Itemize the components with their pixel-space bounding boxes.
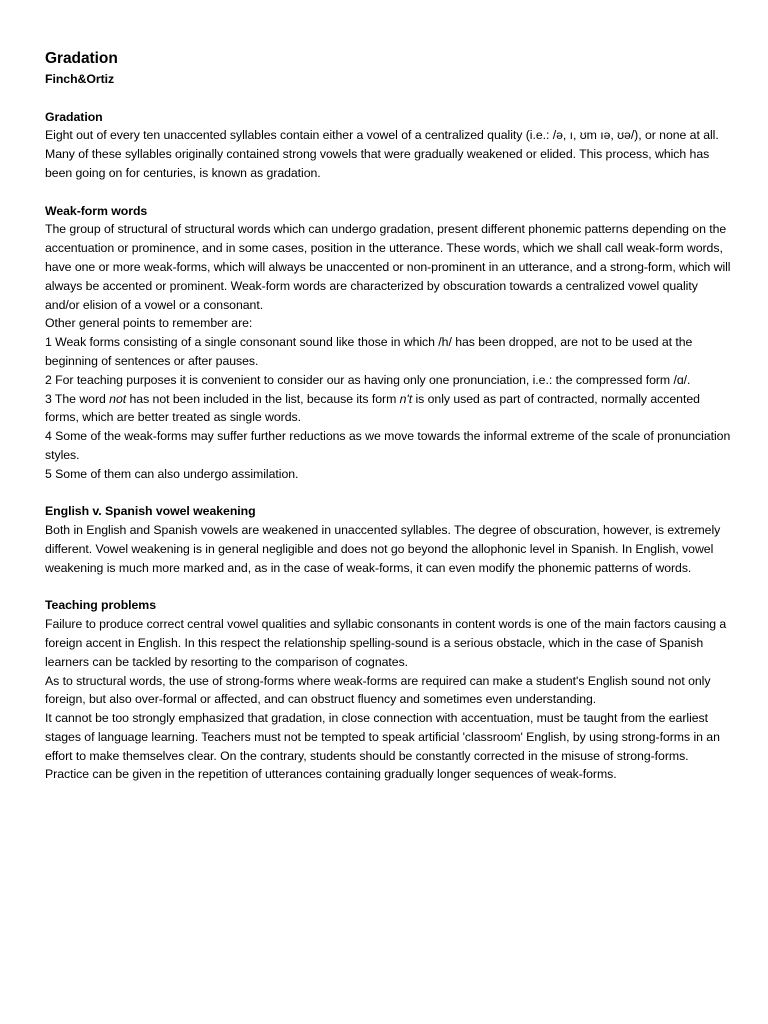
list-item: 1 Weak forms consisting of a single consonant sound like those in which /h/ has been dropped, are not to be used at the beginning of sentences or after pauses. (45, 335, 693, 368)
section-vowel-weakening (45, 502, 735, 577)
list-item: 5 Some of them can also undergo assimilation. (45, 466, 299, 481)
paragraph: The group of structural of structural words which can undergo gradation, present different phonemic patterns depending on the accentuation or prominence, and in some cases, position in the utterance. These words, which we shall call weak-form words, have one or more weak-forms, which will always be unaccented or non-prominent in an utterance, and a strong-form, which will always be accented or prominent. Weak-form words are characterized by obscuration towards a centralized vowel quality and/or elision of a vowel or a consonant. (45, 222, 731, 312)
section-heading-teaching-problems: Teaching problems (45, 598, 156, 613)
paragraph: Other general points to remember are: (45, 316, 253, 331)
document-title: Gradation (45, 50, 118, 67)
section-heading-weak-form-words: Weak-form words (45, 203, 148, 218)
paragraph: Failure to produce correct central vowel qualities and syllabic consonants in content words is one of the main factors causing a foreign accent in English. In this respect the relationship spelling-sound is a serious obstacle, which in the case of Spanish learners can be tackled by resorting to the comparison of cognates. (45, 617, 727, 669)
list-item: 4 Some of the weak-forms may suffer further reductions as we move towards the informal extreme of the scale of pronunciation styles. (45, 429, 731, 462)
italic-term: n't (399, 391, 413, 406)
section-teaching-problems (45, 596, 735, 784)
text-run: is only used as part of contracted, normally accented forms, which are better treated as single words. (45, 391, 700, 425)
text-run: 3 The word (45, 391, 110, 406)
document-authors: Finch&Ortiz (45, 72, 115, 86)
paragraph: It cannot be too strongly emphasized that gradation, in close connection with accentuation, must be taught from the earliest stages of language learning. Teachers must not be tempted to speak artificial 'classroom' English, by using strong-forms in an effort to make themselves clear. On the contrary, students should be constantly corrected in the misuse of strong-forms. Practice can be given in the repetition of utterances containing gradually longer sequences of weak-forms. (45, 711, 720, 782)
italic-term: not (109, 391, 127, 406)
text-run: has not been included in the list, because its form (126, 391, 400, 406)
list-item: 2 For teaching purposes it is convenient to consider our as having only one pronunciation, i.e.: the compressed form /ɑ/. (45, 372, 691, 387)
document-page (45, 48, 735, 803)
list-item (45, 390, 735, 428)
paragraph: Eight out of every ten unaccented syllables contain either a vowel of a centralized quality (i.e.: /ə, ı, ʊm ıə, ʊə/), or none at all. Many of these syllables originally contained strong vowels that were gradually weakened or elided. This process, which has been going on for centuries, is known as gradation. (45, 128, 719, 180)
paragraph: As to structural words, the use of strong-forms where weak-forms are required can make a student's English sound not only foreign, but also over-formal or affected, and can obstruct fluency and sometimes even understanding. (45, 673, 711, 707)
section-weak-form-words (45, 202, 735, 484)
section-gradation (45, 108, 735, 183)
section-heading-vowel-weakening: English v. Spanish vowel weakening (45, 504, 256, 519)
paragraph: Both in English and Spanish vowels are weakened in unaccented syllables. The degree of obscuration, however, is extremely different. Vowel weakening is in general negligible and does not go beyond the allophonic level in Spanish. In English, vowel weakening is much more marked and, as in the case of weak-forms, it can even modify the phonemic patterns of words. (45, 523, 721, 575)
section-heading-gradation: Gradation (45, 109, 103, 124)
